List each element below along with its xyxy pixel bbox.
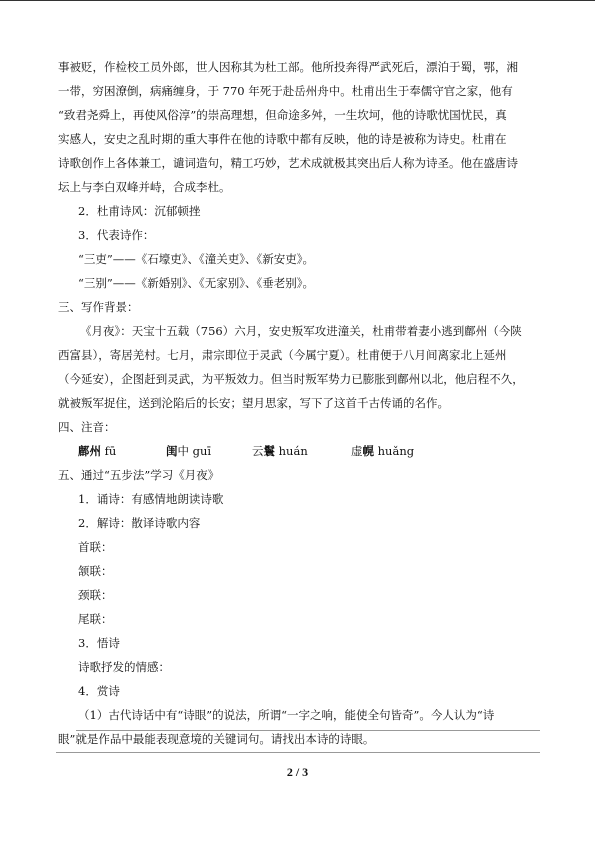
couplet-last: 尾联： (78, 612, 113, 626)
couplet-second: 颔联： (78, 564, 113, 578)
top-border-line (0, 0, 595, 1)
intro-line: 一带，穷困潦倒，病痛缠身，于 770 年死于赴岳州舟中。杜甫出生于奉儒守官之家，他有 (58, 84, 513, 98)
intro-line: 实感人，安史之乱时期的重大事件在他的诗歌中都有反映，他的诗是被称为诗史。杜甫在 (58, 132, 507, 146)
works-three-officials: “三吏”——《石壕吏》、《潼关吏》、《新安吏》。 (78, 252, 315, 266)
step-recite: 1．诵诗：有感情地朗读诗歌 (78, 492, 224, 506)
background-line: （今延安），企图赶到灵武，为平叛效力。但当时叛军势力已膨胀到鄜州以北，他启程不久， (58, 372, 524, 386)
document-body (58, 55, 540, 751)
intro-line: 坛上与李白双峰并峙，合成李杜。 (58, 180, 231, 194)
couplet-first: 首联： (78, 540, 113, 554)
step-understand: 3．悟诗 (78, 636, 120, 650)
pronunciation-row (58, 439, 540, 463)
background-line: 《月夜》：天宝十五载（756）六月，安史叛军攻进潼关，杜甫带着妻小逃到鄜州（今陕 (80, 324, 522, 338)
couplet-third: 颈联： (78, 588, 113, 602)
question-line: （1）古代诗话中有“诗眼”的说法，所谓“一字之响，能使全句皆奇”。今人认为“诗 (78, 708, 495, 722)
question-line: 眼”就是作品中最能表现意境的关键词句。请找出本诗的诗眼。 (58, 732, 375, 746)
works-heading: 3．代表诗作： (78, 228, 155, 242)
pinyin-item: 云鬟 huán (252, 444, 308, 458)
poetry-style-item: 2．杜甫诗风：沉郁顿挫 (78, 204, 201, 218)
section-heading-pronunciation: 四、注音： (58, 420, 116, 434)
intro-line: 事被贬，作检校工员外郎，世人因称其为杜工部。他所投奔得严武死后，漂泊于蜀，鄂，湘 (58, 60, 518, 74)
page-number: 2 / 3 (286, 765, 309, 779)
section-heading-background: 三、写作背景： (58, 300, 139, 314)
pinyin-item: 虚幌 huǎng (351, 444, 415, 458)
pinyin-item: 闺中 guī (166, 444, 212, 458)
background-line: 就被叛军捉住，送到沦陷后的长安；望月思家，写下了这首千古传诵的名作。 (58, 396, 449, 410)
emotion-prompt: 诗歌抒发的情感： (78, 660, 170, 674)
answer-line (76, 730, 540, 731)
footer-divider (56, 752, 540, 753)
section-heading-five-steps: 五、通过“五步法”学习《月夜》 (58, 468, 220, 482)
pinyin-item: 鄜州 fū (78, 444, 117, 458)
intro-line: “致君尧舜上，再使风俗淳”的崇高理想，但命途多舛，一生坎坷，他的诗歌忧国忧民，真 (58, 108, 507, 122)
works-three-farewells: “三别”——《新婚别》、《无家别》、《垂老别》。 (78, 276, 315, 290)
background-line: 西富县），寄居羌村。七月，肃宗即位于灵武（今属宁夏）。杜甫便于八月间离家北上延州 (58, 348, 507, 362)
intro-line: 诗歌创作上各体兼工，谴词造句，精工巧妙，艺术成就极其突出后人称为诗圣。他在盛唐诗 (58, 156, 518, 170)
step-appreciate: 4．赏诗 (78, 684, 120, 698)
step-interpret: 2．解诗：散译诗歌内容 (78, 516, 201, 530)
